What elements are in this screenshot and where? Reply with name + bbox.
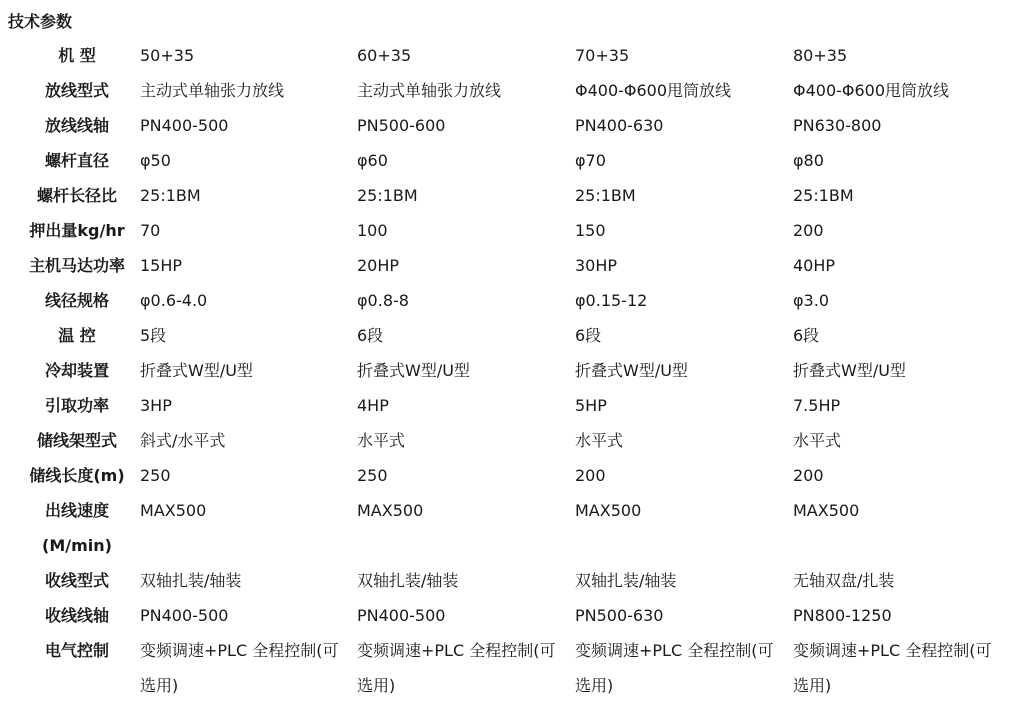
spec-value-cell: 折叠式W型/U型 (575, 361, 688, 380)
spec-value-cell: 折叠式W型/U型 (357, 361, 470, 380)
table-row (14, 178, 1024, 213)
spec-value-cell: 无轴双盘/扎装 (793, 571, 895, 590)
row-label: 温 控 (58, 326, 96, 345)
model-cell: 50+35 (140, 46, 195, 65)
table-row (14, 458, 1024, 493)
spec-value-cell: PN500-600 (357, 116, 446, 135)
model-cell: 70+35 (575, 46, 630, 65)
spec-value-cell: 250 (357, 466, 388, 485)
spec-value-cell: PN400-500 (140, 116, 229, 135)
spec-value-cell: φ70 (575, 151, 606, 170)
spec-table (14, 38, 1024, 703)
spec-value-cell: 变频调速+PLC 全程控制(可 (140, 641, 339, 660)
spec-value-cell: 6段 (357, 326, 384, 345)
spec-value-cell: MAX500 (575, 501, 642, 520)
spec-value-cell: 6段 (575, 326, 602, 345)
spec-value-cell: Φ400-Φ600甩筒放线 (575, 81, 732, 100)
spec-value-cell: 折叠式W型/U型 (793, 361, 906, 380)
table-row (14, 633, 1024, 668)
spec-value-cell: 25:1BM (140, 186, 201, 205)
spec-value-cell: 3HP (140, 396, 172, 415)
spec-value-cell: Φ400-Φ600甩筒放线 (793, 81, 950, 100)
row-label-continuation (14, 668, 140, 703)
spec-value-cell: PN630-800 (793, 116, 882, 135)
spec-value-cell: 5HP (575, 396, 607, 415)
spec-value-continuation: 选用) (793, 676, 832, 695)
spec-value-cell: 主动式单轴张力放线 (140, 81, 285, 100)
row-label: 出线速度 (44, 501, 109, 520)
spec-value-continuation (793, 528, 1024, 563)
spec-value-cell: 25:1BM (575, 186, 636, 205)
spec-value-cell: 水平式 (357, 431, 406, 450)
table-row (14, 318, 1024, 353)
row-label: 螺杆直径 (44, 151, 109, 170)
spec-value-cell: PN400-500 (357, 606, 446, 625)
table-row-model (14, 38, 1024, 73)
spec-value-cell: 6段 (793, 326, 820, 345)
table-row (14, 598, 1024, 633)
spec-value-cell: φ80 (793, 151, 824, 170)
row-label: 押出量kg/hr (29, 221, 125, 240)
table-row (14, 108, 1024, 143)
spec-value-cell: 25:1BM (793, 186, 854, 205)
spec-value-cell: 变频调速+PLC 全程控制(可 (357, 641, 556, 660)
spec-value-continuation: 选用) (357, 676, 396, 695)
table-row (14, 213, 1024, 248)
spec-value-cell: 双轴扎装/轴装 (575, 571, 677, 590)
row-label-model: 机 型 (58, 46, 96, 65)
spec-value-continuation (357, 528, 575, 563)
spec-value-cell: 双轴扎装/轴装 (357, 571, 459, 590)
page-title: 技术参数 (8, 12, 73, 31)
spec-value-cell: 200 (575, 466, 606, 485)
spec-value-cell: 水平式 (793, 431, 842, 450)
row-label: 收线型式 (44, 571, 109, 590)
spec-value-cell: 250 (140, 466, 171, 485)
spec-value-cell: 双轴扎装/轴装 (140, 571, 242, 590)
spec-value-cell: φ0.15-12 (575, 291, 648, 310)
model-cell: 80+35 (793, 46, 848, 65)
spec-value-cell: 30HP (575, 256, 618, 275)
table-row-continuation (14, 528, 1024, 563)
model-cell: 60+35 (357, 46, 412, 65)
row-label: 电气控制 (44, 641, 109, 660)
table-row (14, 283, 1024, 318)
spec-value-cell: 水平式 (575, 431, 624, 450)
spec-value-cell: φ0.8-8 (357, 291, 409, 310)
spec-value-cell: 25:1BM (357, 186, 418, 205)
table-row (14, 73, 1024, 108)
spec-value-cell: MAX500 (357, 501, 424, 520)
spec-value-cell: 200 (793, 221, 824, 240)
spec-value-continuation (575, 528, 793, 563)
spec-value-cell: 40HP (793, 256, 836, 275)
spec-value-cell: 150 (575, 221, 606, 240)
row-label: 收线线轴 (44, 606, 109, 625)
spec-value-cell: φ3.0 (793, 291, 829, 310)
spec-value-cell: 15HP (140, 256, 183, 275)
spec-value-cell: φ50 (140, 151, 171, 170)
table-row (14, 423, 1024, 458)
row-label: 储线长度(m) (29, 466, 125, 485)
spec-value-cell: PN500-630 (575, 606, 664, 625)
spec-value-cell: 变频调速+PLC 全程控制(可 (793, 641, 992, 660)
table-row (14, 143, 1024, 178)
row-label-continuation: (M/min) (42, 536, 112, 555)
spec-value-cell: 折叠式W型/U型 (140, 361, 253, 380)
row-label: 放线线轴 (44, 116, 109, 135)
spec-value-cell: φ0.6-4.0 (140, 291, 208, 310)
spec-value-cell: 斜式/水平式 (140, 431, 226, 450)
spec-value-cell: 200 (793, 466, 824, 485)
table-row (14, 493, 1024, 528)
row-label: 引取功率 (44, 396, 109, 415)
spec-value-cell: 变频调速+PLC 全程控制(可 (575, 641, 774, 660)
spec-value-cell: 主动式单轴张力放线 (357, 81, 502, 100)
spec-value-cell: φ60 (357, 151, 388, 170)
spec-value-cell: 100 (357, 221, 388, 240)
row-label: 放线型式 (44, 81, 109, 100)
table-row (14, 388, 1024, 423)
row-label: 线径规格 (44, 291, 109, 310)
spec-value-continuation (140, 528, 357, 563)
table-row-continuation (14, 668, 1024, 703)
table-row (14, 248, 1024, 283)
spec-value-cell: PN400-500 (140, 606, 229, 625)
table-row (14, 563, 1024, 598)
spec-value-cell: 20HP (357, 256, 400, 275)
row-label: 螺杆长径比 (36, 186, 117, 205)
row-label: 冷却装置 (44, 361, 109, 380)
spec-value-continuation: 选用) (575, 676, 614, 695)
spec-value-cell: 7.5HP (793, 396, 841, 415)
row-label: 主机马达功率 (28, 256, 125, 275)
spec-value-continuation: 选用) (140, 676, 179, 695)
table-row (14, 353, 1024, 388)
spec-value-cell: 4HP (357, 396, 389, 415)
spec-value-cell: PN800-1250 (793, 606, 892, 625)
row-label: 储线架型式 (36, 431, 117, 450)
spec-value-cell: 70 (140, 221, 161, 240)
spec-value-cell: 5段 (140, 326, 167, 345)
spec-value-cell: MAX500 (793, 501, 860, 520)
spec-value-cell: PN400-630 (575, 116, 664, 135)
spec-value-cell: MAX500 (140, 501, 207, 520)
